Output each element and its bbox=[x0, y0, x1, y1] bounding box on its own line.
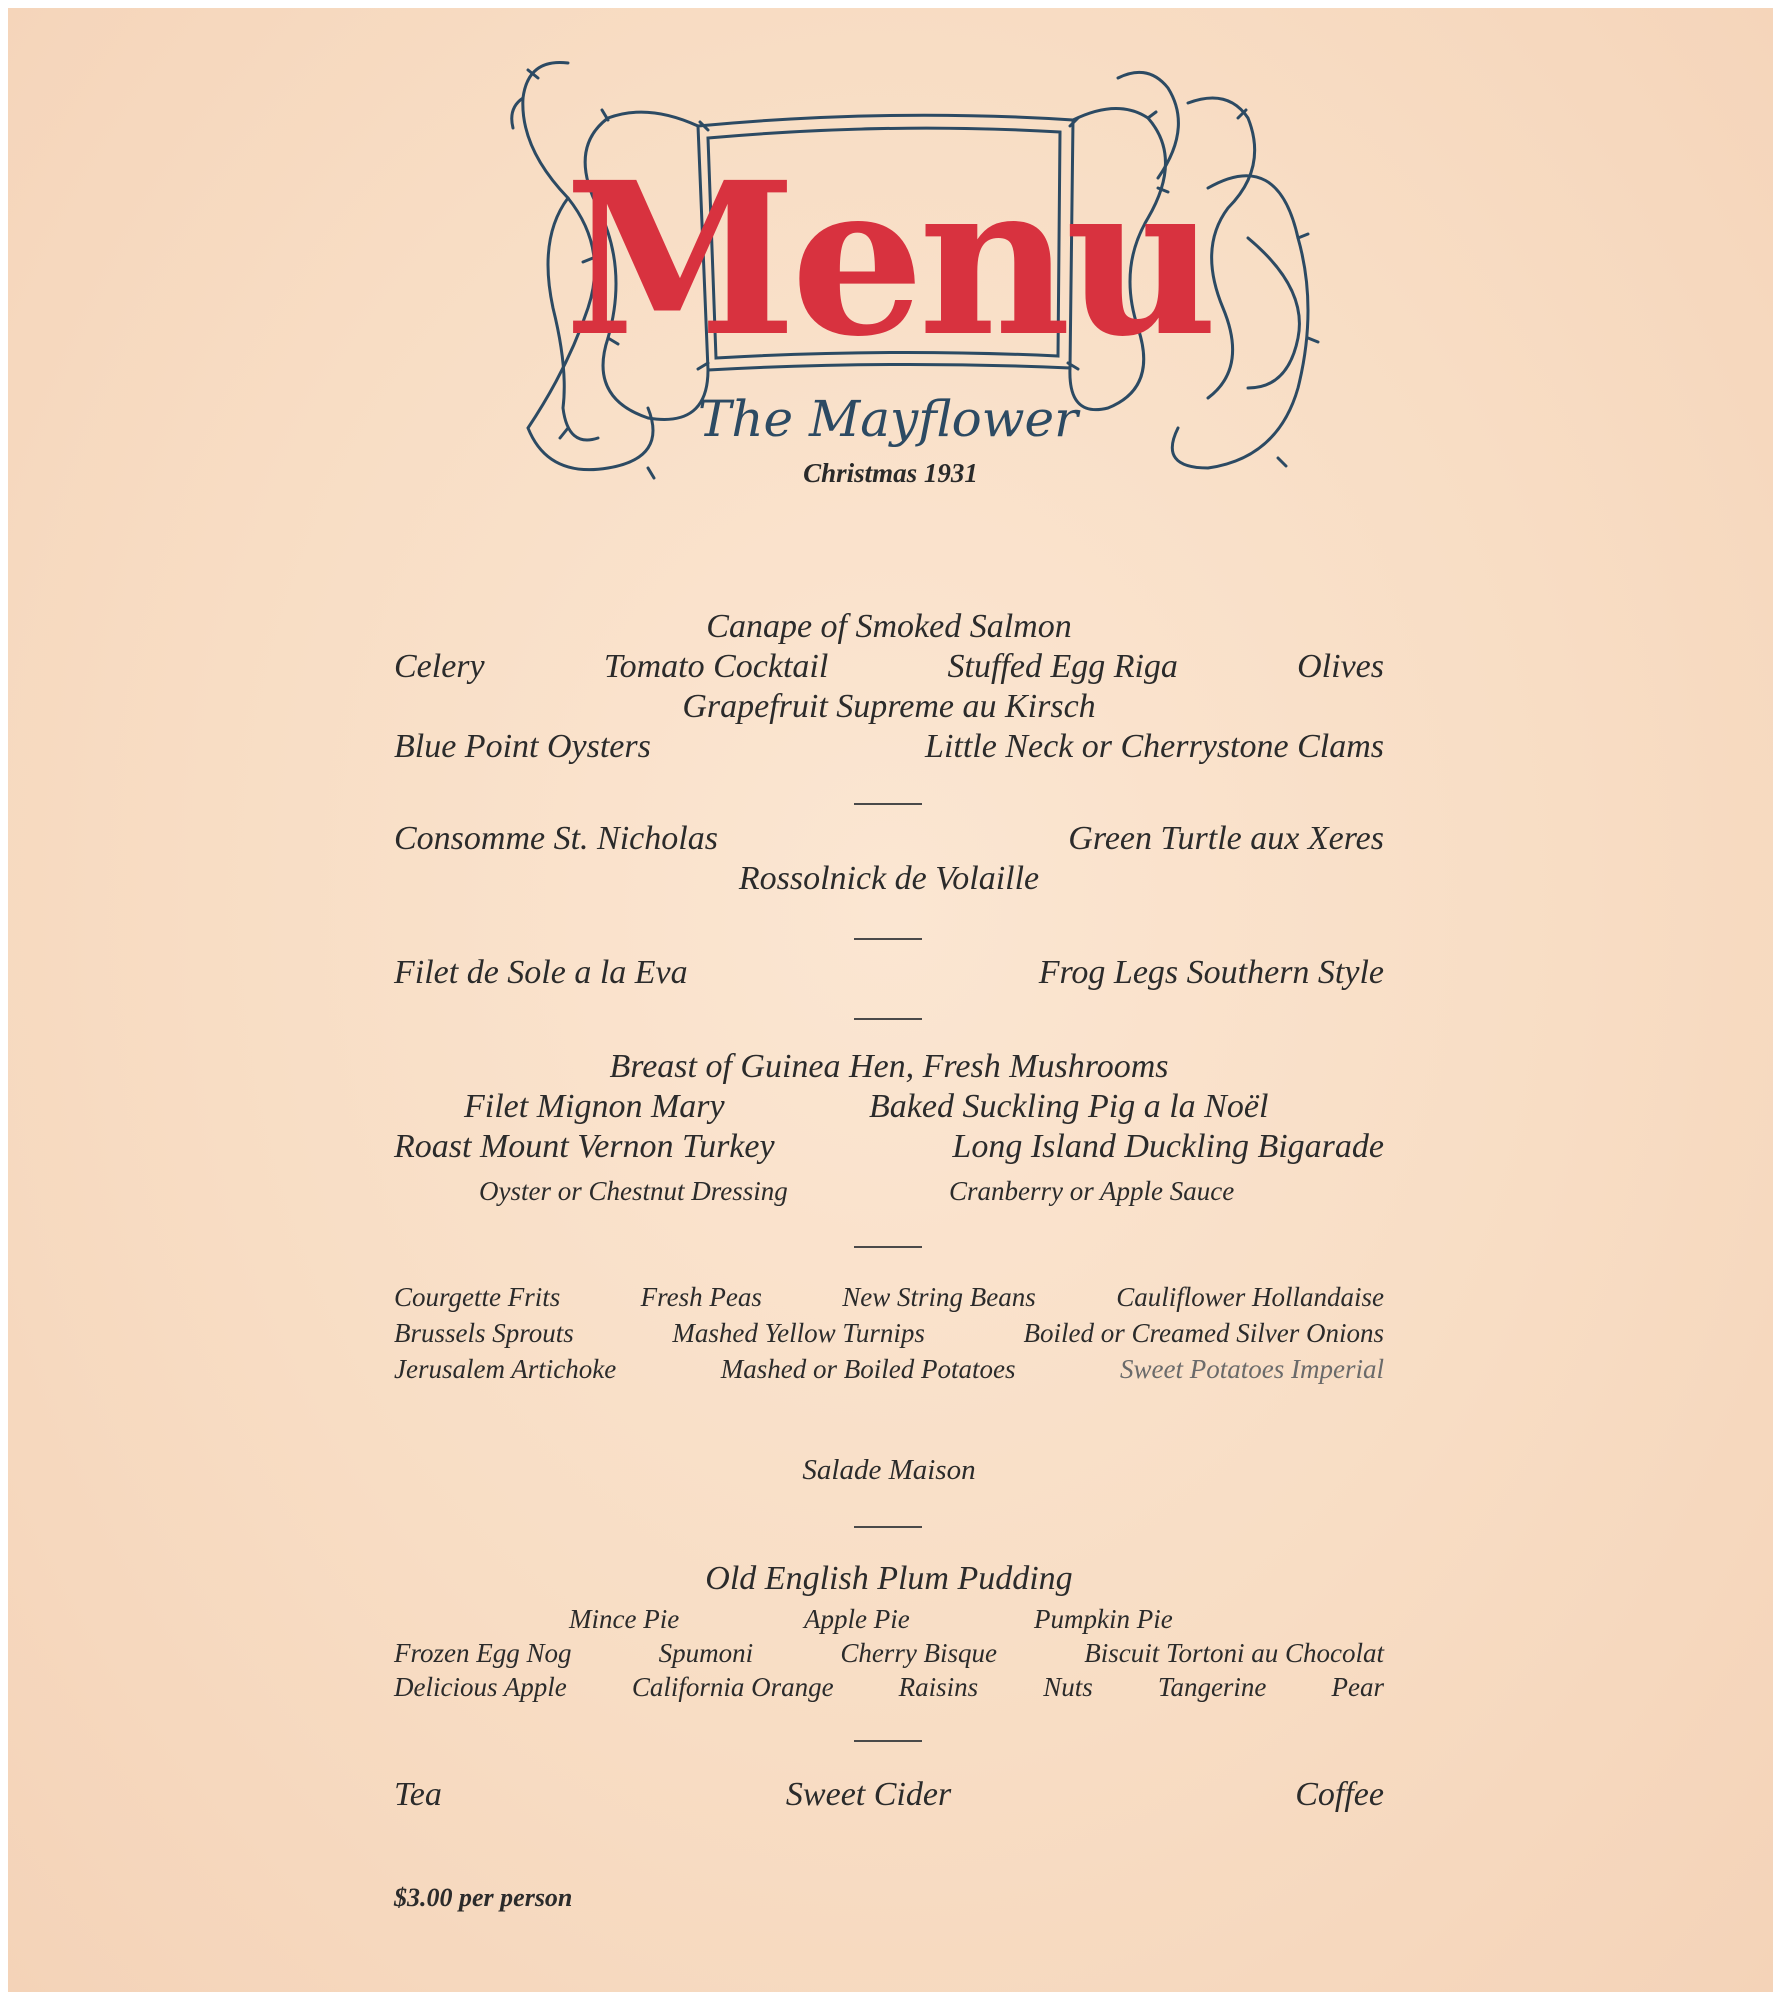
menu-item: Cherry Bisque bbox=[840, 1638, 998, 1668]
menu-item: Blue Point Oysters bbox=[394, 728, 651, 765]
menu-item: Long Island Duckling Bigarade bbox=[952, 1128, 1384, 1165]
beverage-row bbox=[394, 1776, 1384, 1814]
menu-item: Olives bbox=[1297, 648, 1384, 685]
menu-item: Mince Pie bbox=[569, 1604, 680, 1634]
menu-item: Roast Mount Vernon Turkey bbox=[394, 1128, 775, 1165]
occasion-line: Christmas 1931 bbox=[803, 458, 978, 488]
soup-row bbox=[394, 820, 1384, 858]
menu-item: Pear bbox=[1331, 1672, 1384, 1702]
menu-item: Filet de Sole a la Eva bbox=[394, 954, 688, 991]
section-divider bbox=[854, 1018, 922, 1020]
menu-item: Mashed or Boiled Potatoes bbox=[720, 1354, 1016, 1384]
salad-line: Salade Maison bbox=[802, 1454, 976, 1486]
menu-item: Raisins bbox=[898, 1672, 979, 1702]
appetizer-line: Canape of Smoked Salmon bbox=[706, 608, 1072, 645]
menu-item: Baked Suckling Pig a la Noël bbox=[869, 1088, 1269, 1125]
menu-title: Menu bbox=[564, 136, 1212, 383]
menu-item: Mashed Yellow Turnips bbox=[672, 1318, 925, 1348]
menu-item: Tea bbox=[394, 1776, 442, 1813]
vegetable-row bbox=[394, 1318, 1384, 1349]
menu-item: Cranberry or Apple Sauce bbox=[949, 1176, 1235, 1206]
menu-item: Green Turtle aux Xeres bbox=[1068, 820, 1384, 857]
fish-row bbox=[394, 954, 1384, 992]
menu-item: Coffee bbox=[1295, 1776, 1384, 1813]
menu-item: Sweet Cider bbox=[785, 1776, 952, 1813]
menu-item: Consomme St. Nicholas bbox=[394, 820, 718, 857]
menu-item: Biscuit Tortoni au Chocolat bbox=[1084, 1638, 1384, 1668]
appetizer-line: Grapefruit Supreme au Kirsch bbox=[682, 688, 1096, 725]
menu-item: Nuts bbox=[1043, 1672, 1093, 1702]
menu-item: Stuffed Egg Riga bbox=[947, 648, 1178, 685]
menu-item: Oyster or Chestnut Dressing bbox=[479, 1176, 788, 1206]
appetizer-row bbox=[394, 728, 1384, 766]
entree-line: Breast of Guinea Hen, Fresh Mushrooms bbox=[609, 1048, 1169, 1085]
dessert-line: Old English Plum Pudding bbox=[705, 1560, 1073, 1597]
menu-item: Tomato Cocktail bbox=[603, 648, 829, 685]
soup-line: Rossolnick de Volaille bbox=[738, 860, 1040, 897]
menu-item: Delicious Apple bbox=[394, 1672, 567, 1702]
menu-page bbox=[8, 8, 1773, 1992]
vegetable-row bbox=[394, 1282, 1384, 1313]
menu-item: Tangerine bbox=[1157, 1672, 1267, 1702]
dessert-row bbox=[394, 1672, 1384, 1703]
menu-item: Boiled or Creamed Silver Onions bbox=[1023, 1318, 1384, 1348]
section-divider bbox=[854, 1740, 922, 1742]
menu-item: Sweet Potatoes Imperial bbox=[1120, 1354, 1384, 1384]
restaurant-name: The Mayflower bbox=[697, 390, 1079, 448]
menu-item: Frog Legs Southern Style bbox=[1038, 954, 1384, 991]
menu-header-ornament bbox=[8, 8, 1773, 528]
menu-item: Fresh Peas bbox=[640, 1282, 762, 1312]
menu-item: Filet Mignon Mary bbox=[464, 1088, 725, 1125]
price-line: $3.00 per person bbox=[394, 1883, 573, 1912]
menu-item: Apple Pie bbox=[804, 1604, 910, 1634]
menu-item: Jerusalem Artichoke bbox=[394, 1354, 617, 1384]
dessert-row bbox=[394, 1638, 1384, 1669]
vegetable-row bbox=[394, 1354, 1384, 1385]
menu-item: Little Neck or Cherrystone Clams bbox=[925, 728, 1384, 765]
appetizer-row bbox=[394, 648, 1384, 686]
section-divider bbox=[854, 938, 922, 940]
menu-item: Courgette Frits bbox=[394, 1282, 561, 1312]
menu-item: California Orange bbox=[631, 1672, 834, 1702]
section-divider bbox=[854, 1526, 922, 1528]
menu-item: Celery bbox=[394, 648, 485, 685]
section-divider bbox=[854, 1246, 922, 1248]
menu-item: Cauliflower Hollandaise bbox=[1116, 1282, 1384, 1312]
entree-row bbox=[394, 1128, 1384, 1166]
section-divider bbox=[854, 803, 922, 805]
menu-item: Frozen Egg Nog bbox=[394, 1638, 572, 1668]
menu-item: Brussels Sprouts bbox=[394, 1318, 574, 1348]
menu-item: New String Beans bbox=[842, 1282, 1036, 1312]
menu-item: Pumpkin Pie bbox=[1034, 1604, 1173, 1634]
menu-item: Spumoni bbox=[658, 1638, 754, 1668]
